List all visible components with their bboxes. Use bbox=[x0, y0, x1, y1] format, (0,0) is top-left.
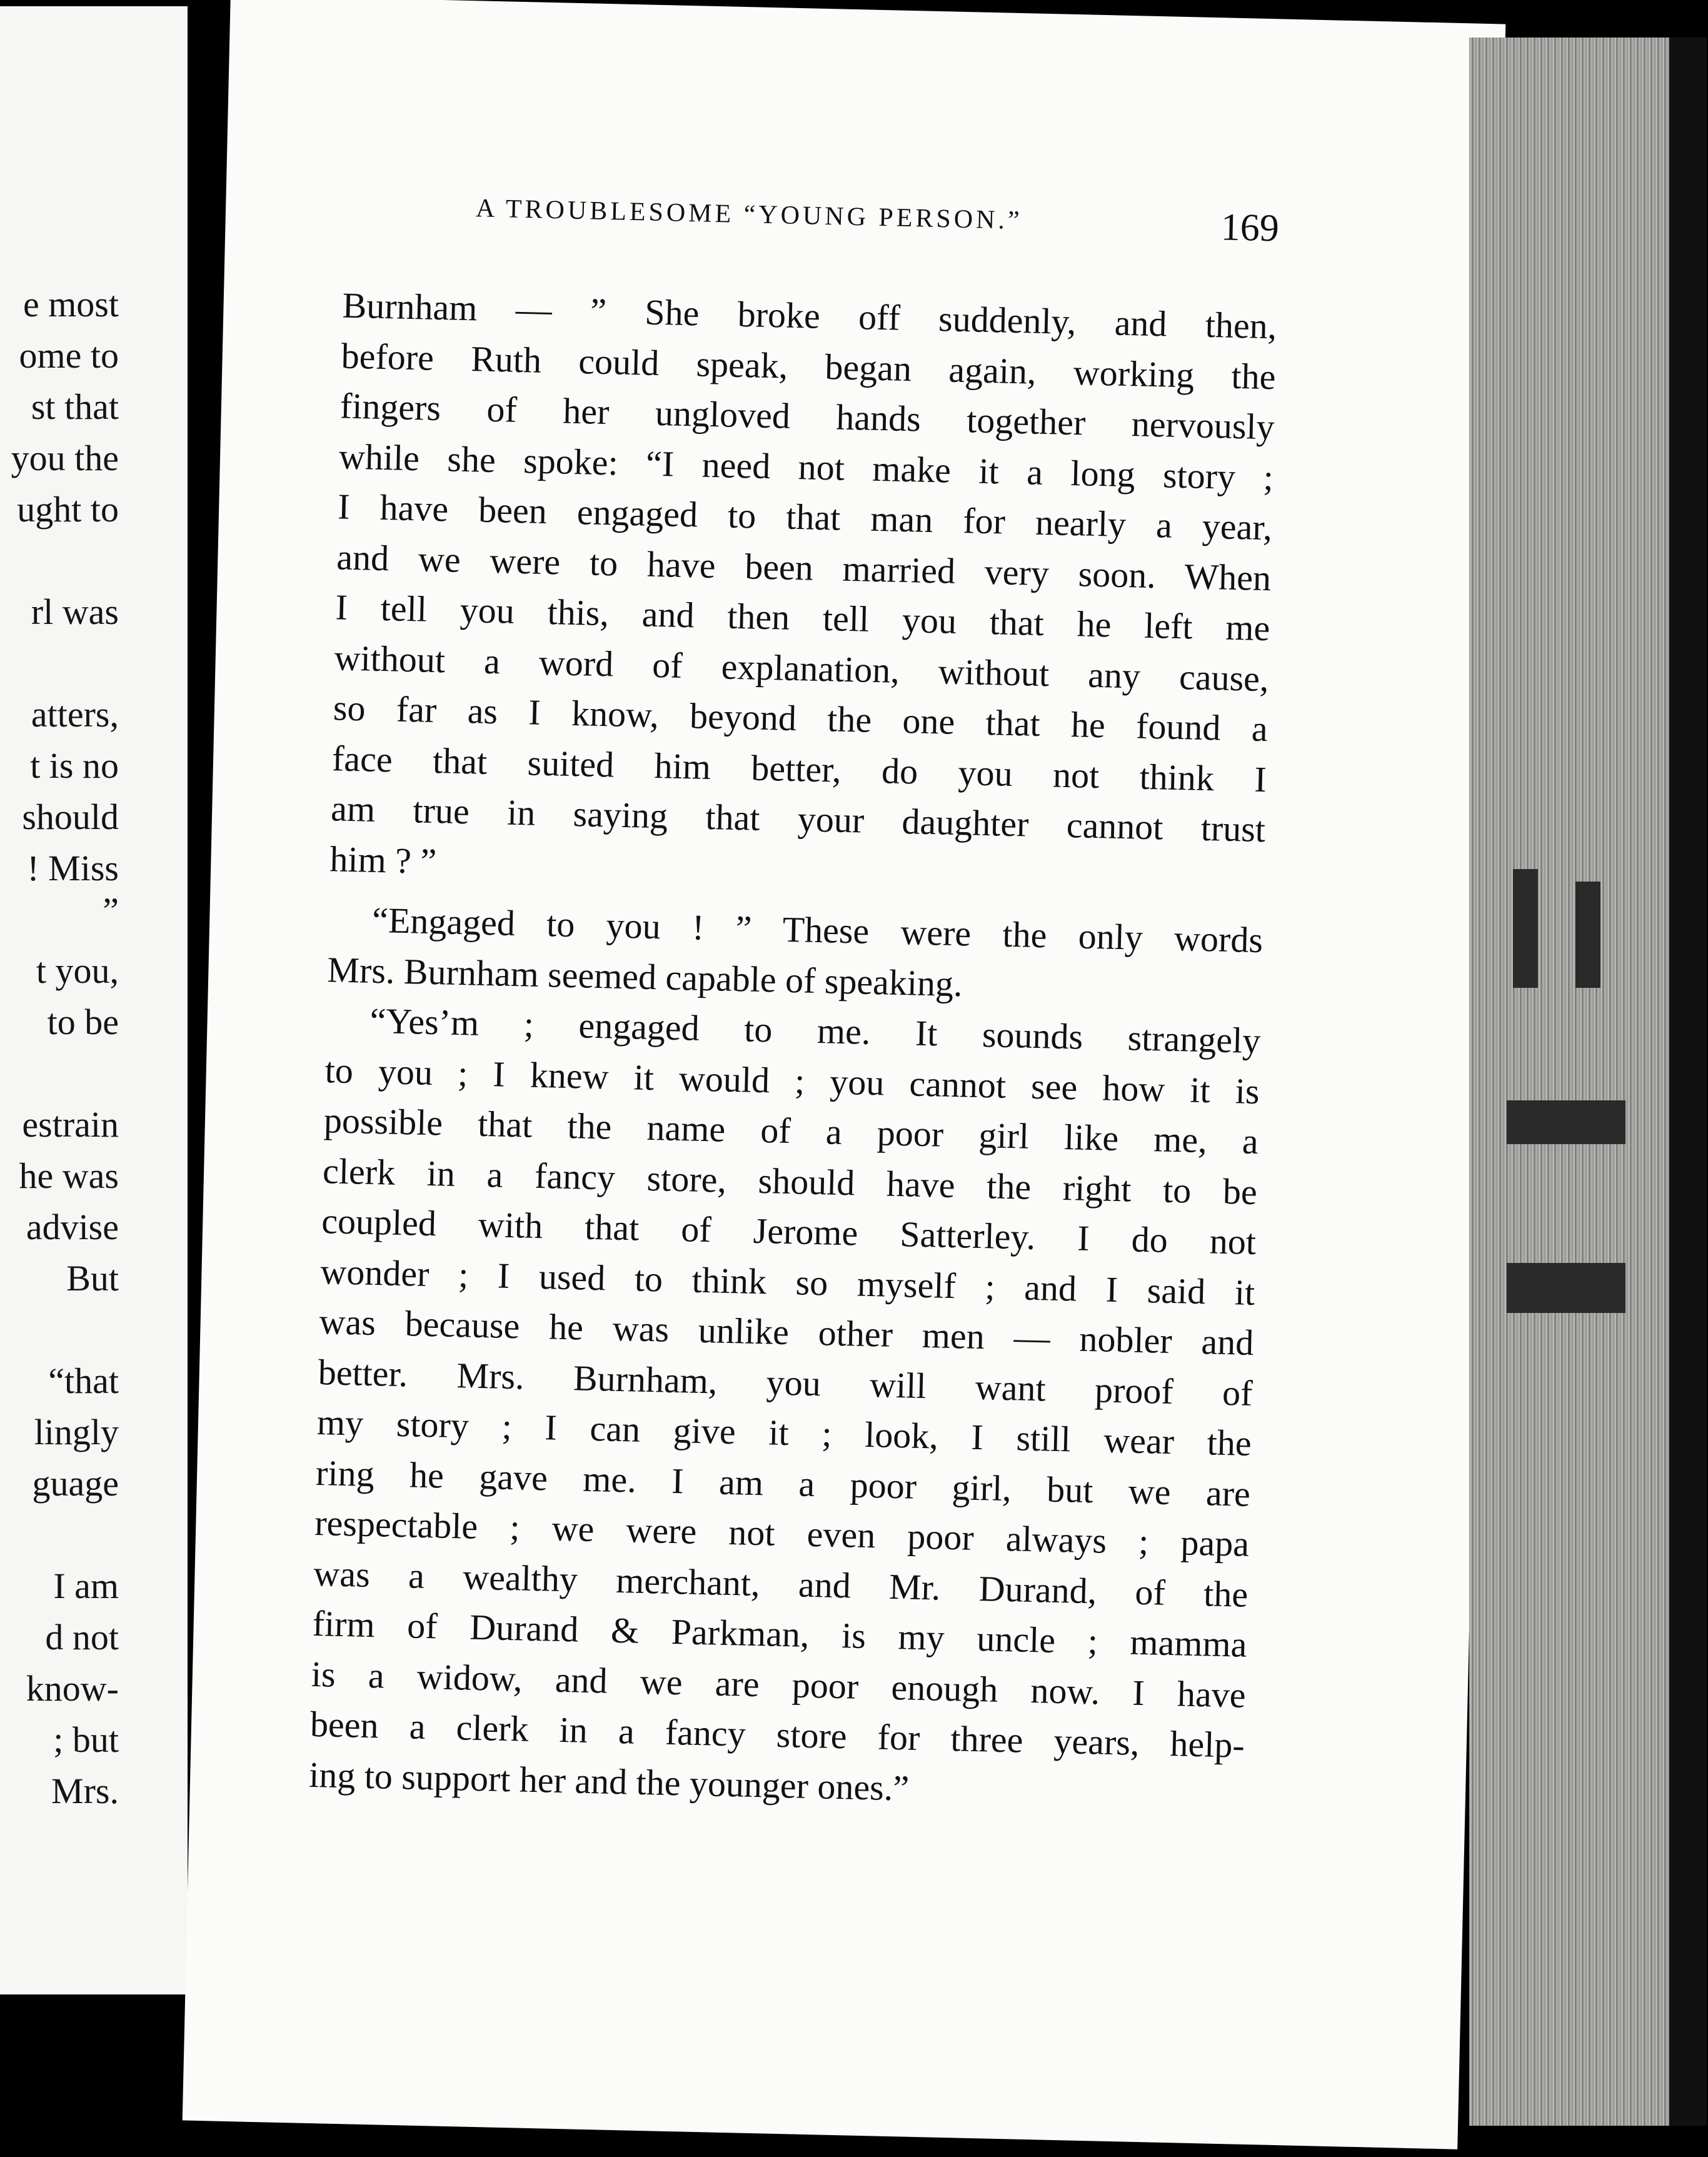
running-head: A TROUBLESOME “YOUNG PERSON.” bbox=[475, 194, 1023, 236]
text-line: possible that the name of a poor girl like me, a bbox=[323, 1100, 1259, 1162]
text-line: is a widow, and we are poor enough now. I have bbox=[311, 1653, 1247, 1716]
edge-stain bbox=[1575, 882, 1600, 988]
text-line: my story ; I can give it ; look, I still wear the bbox=[316, 1402, 1252, 1464]
text-line: and we were to have been married very soon. When bbox=[336, 536, 1272, 598]
text-line: am true in saying that your daughter cannot trust bbox=[330, 788, 1266, 850]
left-line: t is no bbox=[30, 745, 119, 786]
text-line: firm of Durand & Parkman, is my uncle ; mamma bbox=[312, 1602, 1248, 1665]
text-line: respectable ; we were not even poor always ; papa bbox=[314, 1502, 1250, 1564]
text-line: “Yes’m ; engaged to me. It sounds strangely bbox=[369, 1000, 1262, 1062]
left-line: But bbox=[66, 1258, 119, 1299]
left-line: ! Miss bbox=[27, 848, 119, 888]
left-line: st that bbox=[31, 386, 119, 427]
left-line: ; but bbox=[53, 1719, 119, 1760]
text-line: ring he gave me. I am a poor girl, but we are bbox=[315, 1452, 1251, 1514]
text-line: Burnham — ” She broke off suddenly, and then, bbox=[341, 284, 1277, 347]
edge-stain bbox=[1507, 1263, 1625, 1313]
left-line: know- bbox=[26, 1668, 119, 1709]
left-line: rl was bbox=[31, 591, 119, 632]
left-line: to be bbox=[47, 1002, 119, 1042]
left-line: e most bbox=[23, 284, 119, 324]
left-line: advise bbox=[26, 1207, 119, 1247]
text-line: I tell you this, and then tell you that he left me bbox=[334, 586, 1271, 649]
text-line: was a wealthy merchant, and Mr. Durand, of the bbox=[313, 1552, 1248, 1615]
edge-stain bbox=[1513, 869, 1538, 988]
left-line: t you, bbox=[36, 950, 119, 991]
page-number: 169 bbox=[1220, 206, 1280, 250]
book-page bbox=[183, 0, 1506, 2149]
edge-stain bbox=[1507, 1100, 1625, 1144]
text-line: Mrs. Burnham seemed capable of speaking. bbox=[326, 948, 963, 1004]
body-text bbox=[308, 280, 1277, 1821]
left-line: Mrs. bbox=[51, 1771, 119, 1811]
left-line: lingly bbox=[34, 1412, 119, 1452]
text-line: wonder ; I used to think so myself ; and I said it bbox=[319, 1250, 1255, 1313]
left-line: ught to bbox=[17, 489, 119, 530]
text-line: without a word of explanation, without any cause, bbox=[334, 636, 1270, 699]
text-line: clerk in a fancy store, should have the right to be bbox=[322, 1150, 1258, 1212]
left-line: atters, bbox=[31, 694, 119, 735]
left-line: ome to bbox=[19, 335, 119, 376]
text-line: been a clerk in a fancy store for three years, help- bbox=[309, 1703, 1245, 1766]
text-line: was because he was unlike other men — nobler and bbox=[319, 1301, 1255, 1363]
text-line: while she spoke: “I need not make it a long story ; bbox=[338, 435, 1274, 498]
text-line: coupled with that of Jerome Satterley. I do not bbox=[321, 1200, 1257, 1263]
text-line: better. Mrs. Burnham, you will want proof of bbox=[318, 1351, 1253, 1414]
left-line: d not bbox=[45, 1617, 119, 1657]
text-line: “Engaged to you ! ” These were the only words bbox=[371, 899, 1263, 961]
edge-shadow bbox=[1669, 38, 1707, 2126]
left-line: ” bbox=[103, 890, 119, 931]
left-line: “that bbox=[48, 1360, 119, 1401]
text-line: so far as I know, beyond the one that he found a bbox=[333, 687, 1268, 750]
left-line: you the bbox=[11, 438, 119, 478]
text-line: face that suited him better, do you not think I bbox=[331, 737, 1267, 800]
text-line: to you ; I knew it would ; you cannot see how it is bbox=[324, 1049, 1260, 1112]
text-line: fingers of her ungloved hands together nervously bbox=[339, 385, 1275, 448]
previous-page-fragment bbox=[0, 6, 188, 1994]
text-line: him ? ” bbox=[329, 838, 437, 882]
left-line: he was bbox=[19, 1155, 119, 1196]
left-line: I am bbox=[53, 1566, 119, 1606]
text-line: ing to support her and the younger ones.” bbox=[308, 1754, 910, 1809]
left-line: guage bbox=[32, 1463, 119, 1504]
book-fore-edge bbox=[1469, 38, 1707, 2126]
text-line: I have been engaged to that man for nearly a year, bbox=[337, 486, 1273, 548]
left-line: estrain bbox=[22, 1104, 119, 1145]
text-line: before Ruth could speak, began again, working the bbox=[341, 334, 1277, 397]
left-line: should bbox=[22, 797, 119, 837]
